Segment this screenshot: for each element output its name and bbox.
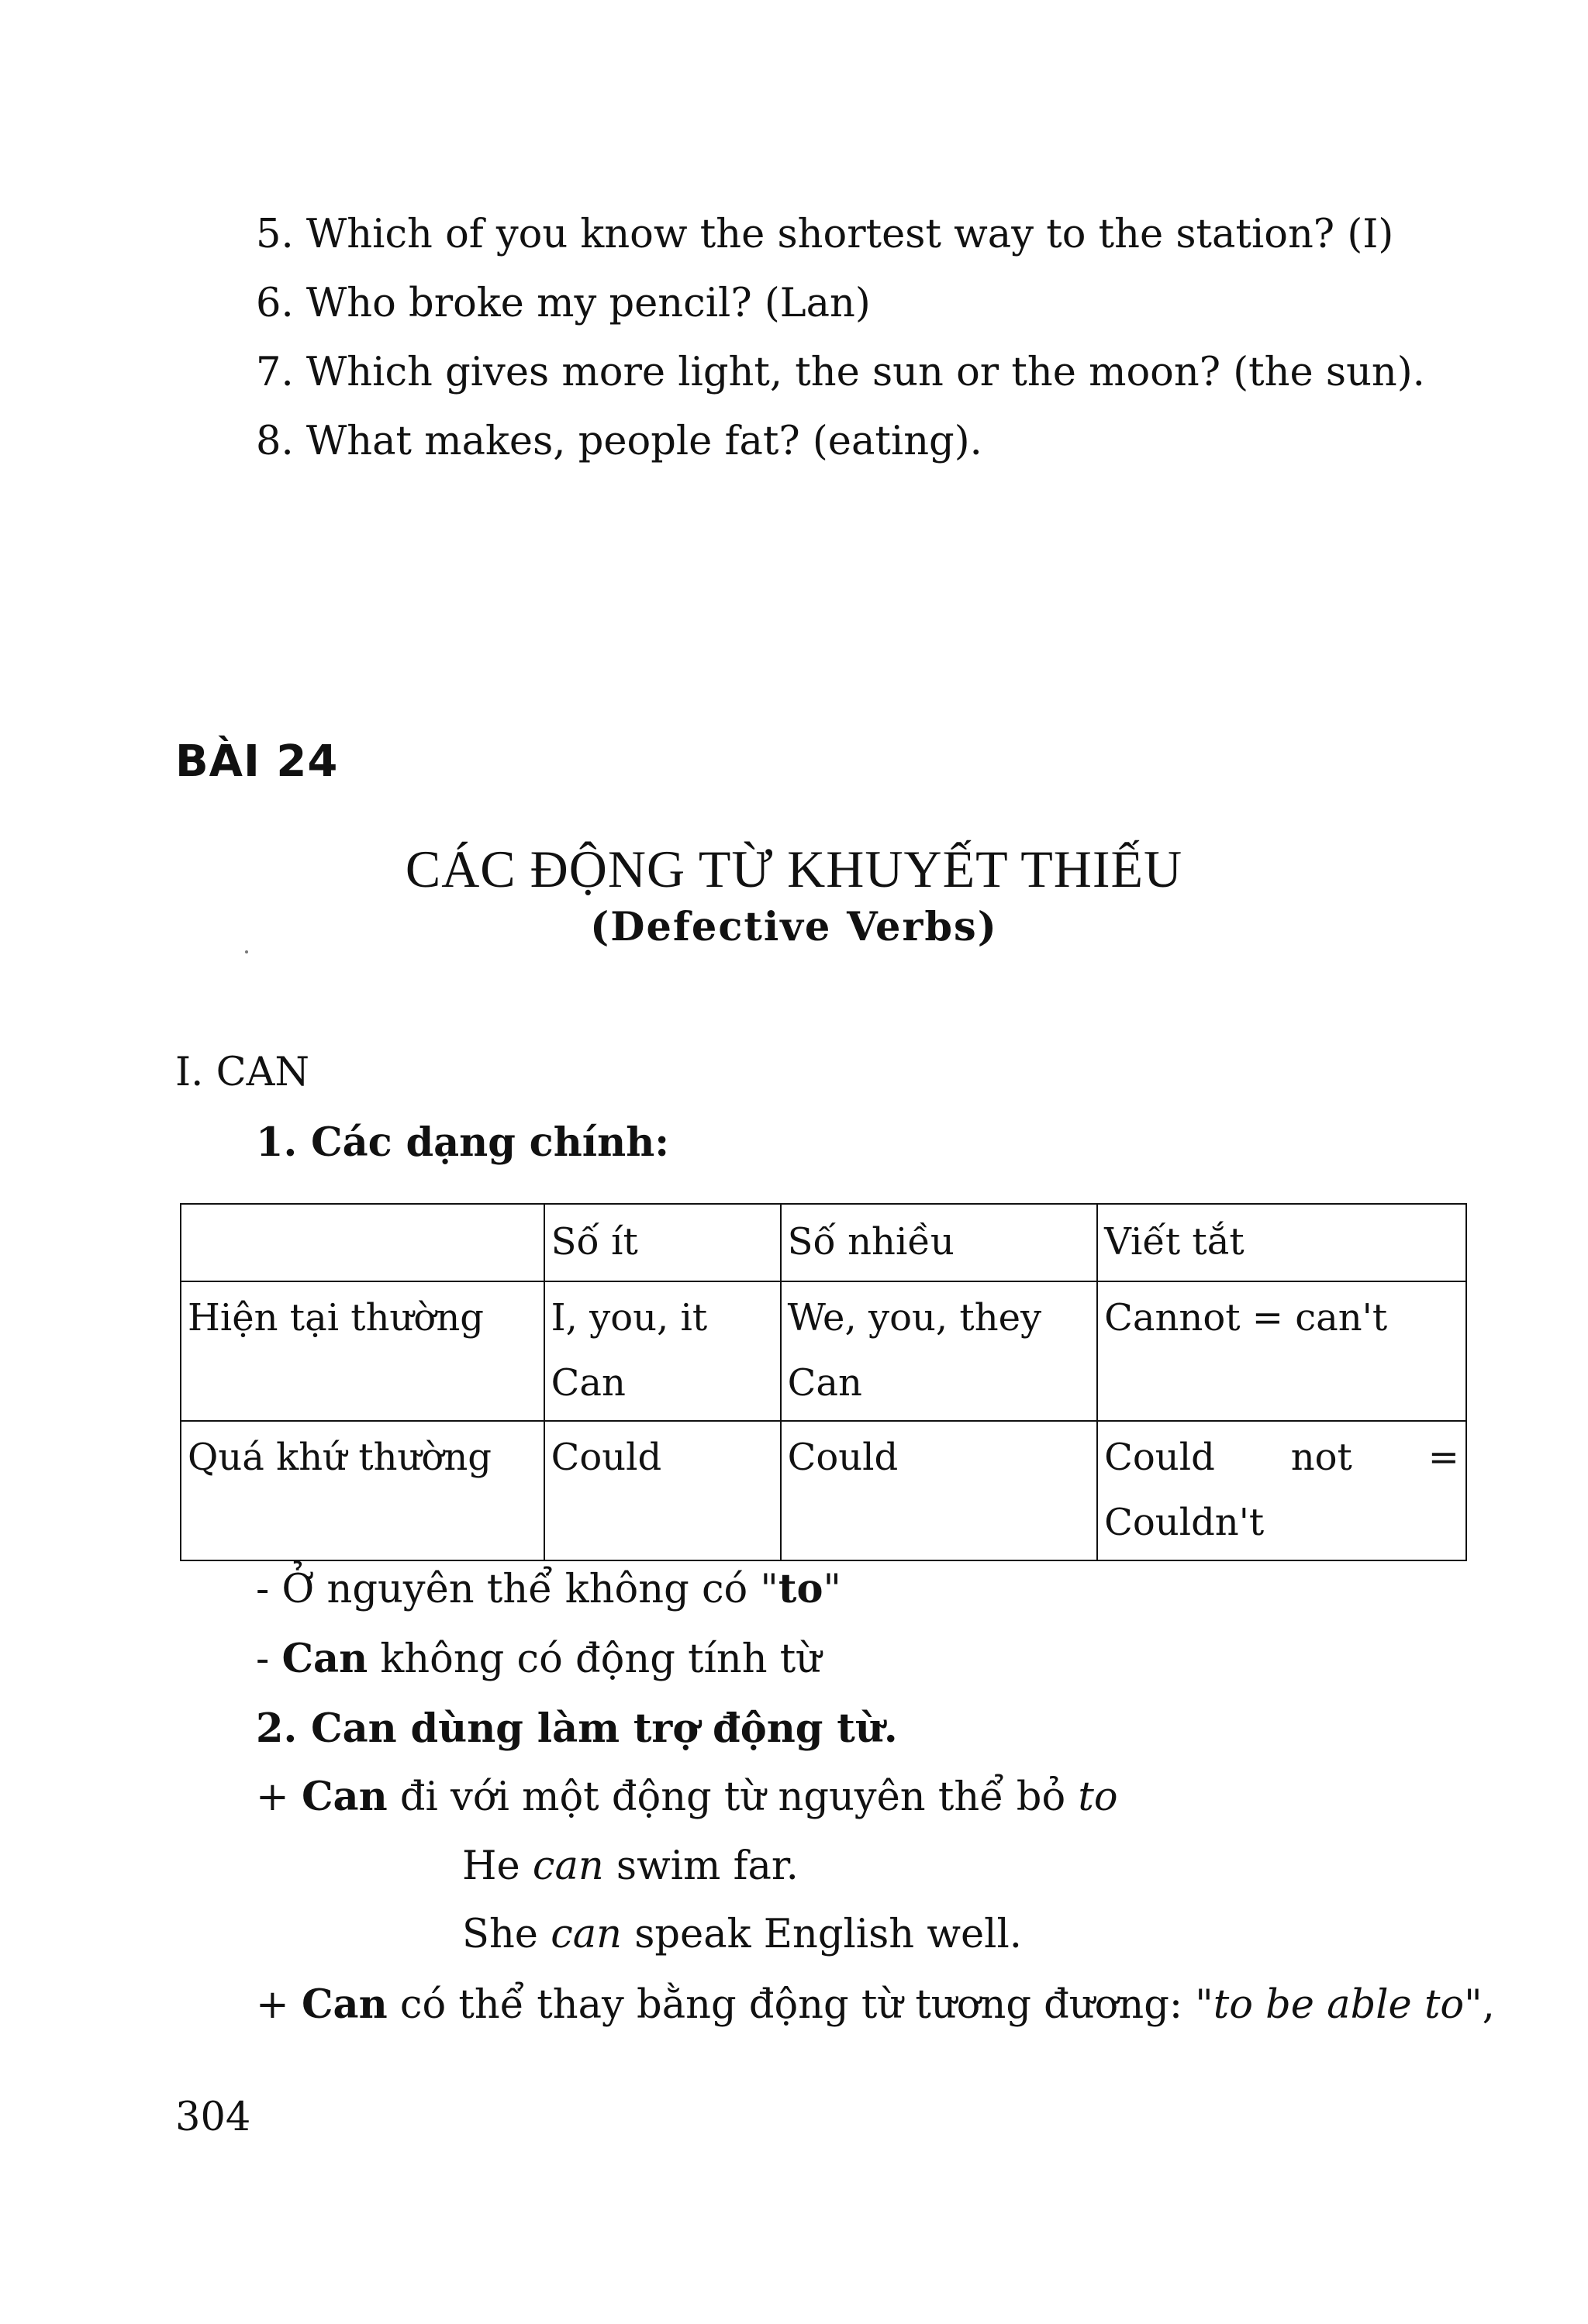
note-text: - Ở nguyên thể không có " xyxy=(256,1567,778,1612)
example-text: She xyxy=(462,1912,551,1957)
exercise-item: 6. Who broke my pencil? (Lan) xyxy=(256,281,871,326)
table-header-cell: Số nhiều xyxy=(781,1204,1098,1281)
table-cell-short xyxy=(1097,1421,1466,1560)
note-keyword: Can xyxy=(281,1636,368,1682)
exercise-list xyxy=(256,200,1425,476)
rule-bare-infinitive xyxy=(256,1774,1118,1821)
exercise-item: 5. Which of you know the shortest way to the station? (I) xyxy=(256,212,1394,257)
cell-line: I, you, it xyxy=(551,1296,708,1340)
table-header-cell: Viết tắt xyxy=(1097,1204,1466,1281)
table-cell-singular xyxy=(544,1281,781,1421)
rule-keyword: Can xyxy=(301,1981,388,2028)
rule-text: có thể thay bằng động từ tương đương: " xyxy=(387,1982,1213,2028)
rule-keyword: to xyxy=(1078,1774,1118,1820)
lesson-subtitle: (Defective Verbs) xyxy=(590,904,998,950)
page-number: 304 xyxy=(175,2095,251,2140)
cell-word: = xyxy=(1427,1436,1459,1479)
example-sentence xyxy=(462,1843,799,1890)
cell-line: Can xyxy=(551,1361,626,1405)
table-cell-label: Hiện tại thường xyxy=(181,1281,544,1421)
cell-word: not xyxy=(1290,1436,1352,1479)
cell-line: Couldn't xyxy=(1104,1501,1265,1544)
section-heading-can: I. CAN xyxy=(175,1050,310,1095)
note-no-participle xyxy=(256,1636,821,1683)
example-text: swim far. xyxy=(603,1843,799,1889)
cell-line: Can xyxy=(787,1361,862,1405)
rule-keyword: Can xyxy=(301,1774,388,1820)
cell-line: We, you, they xyxy=(787,1296,1042,1340)
rule-text: + xyxy=(256,1774,302,1820)
table-row xyxy=(181,1421,1466,1560)
note-text: không có động tính từ xyxy=(368,1636,822,1682)
table-cell-plural: Could xyxy=(781,1421,1098,1560)
section-heading-auxiliary: 2. Can dùng làm trợ động từ. xyxy=(256,1705,898,1752)
forms-table xyxy=(180,1203,1467,1561)
section-subheading-forms: 1. Các dạng chính: xyxy=(256,1119,670,1166)
table-header-row xyxy=(181,1204,1466,1281)
table-cell-label: Quá khứ thường xyxy=(181,1421,544,1560)
exercise-item: 8. What makes, people fat? (eating). xyxy=(256,419,982,464)
table-cell-plural xyxy=(781,1281,1098,1421)
rule-text: ", xyxy=(1464,1982,1495,2028)
example-sentence xyxy=(462,1912,1022,1958)
rule-text: + xyxy=(256,1982,302,2028)
table-header-cell xyxy=(181,1204,544,1281)
table-row xyxy=(181,1281,1466,1421)
note-keyword: to xyxy=(778,1566,823,1612)
example-keyword: can xyxy=(551,1912,623,1957)
table-header-cell: Số ít xyxy=(544,1204,781,1281)
rule-equivalent-verb xyxy=(256,1981,1495,2029)
example-text: He xyxy=(462,1843,533,1889)
exercise-item: 7. Which gives more light, the sun or the moon? (the sun). xyxy=(256,350,1425,395)
note-text: - xyxy=(256,1636,282,1682)
scan-speck xyxy=(245,950,248,953)
lesson-title: CÁC ĐỘNG TỪ KHUYẾT THIẾU xyxy=(405,840,1183,898)
note-text: " xyxy=(823,1567,841,1612)
example-keyword: can xyxy=(532,1843,604,1889)
table-cell-singular: Could xyxy=(544,1421,781,1560)
cell-line xyxy=(1104,1425,1459,1490)
rule-keyword: to be able to xyxy=(1213,1982,1465,2028)
rule-text: đi với một động từ nguyên thể bỏ xyxy=(387,1774,1079,1820)
cell-word: Could xyxy=(1104,1436,1215,1479)
lesson-label: BÀI 24 xyxy=(175,736,339,787)
note-no-to xyxy=(256,1566,841,1613)
example-text: speak English well. xyxy=(622,1912,1022,1957)
table-cell-short: Cannot = can't xyxy=(1097,1281,1466,1421)
